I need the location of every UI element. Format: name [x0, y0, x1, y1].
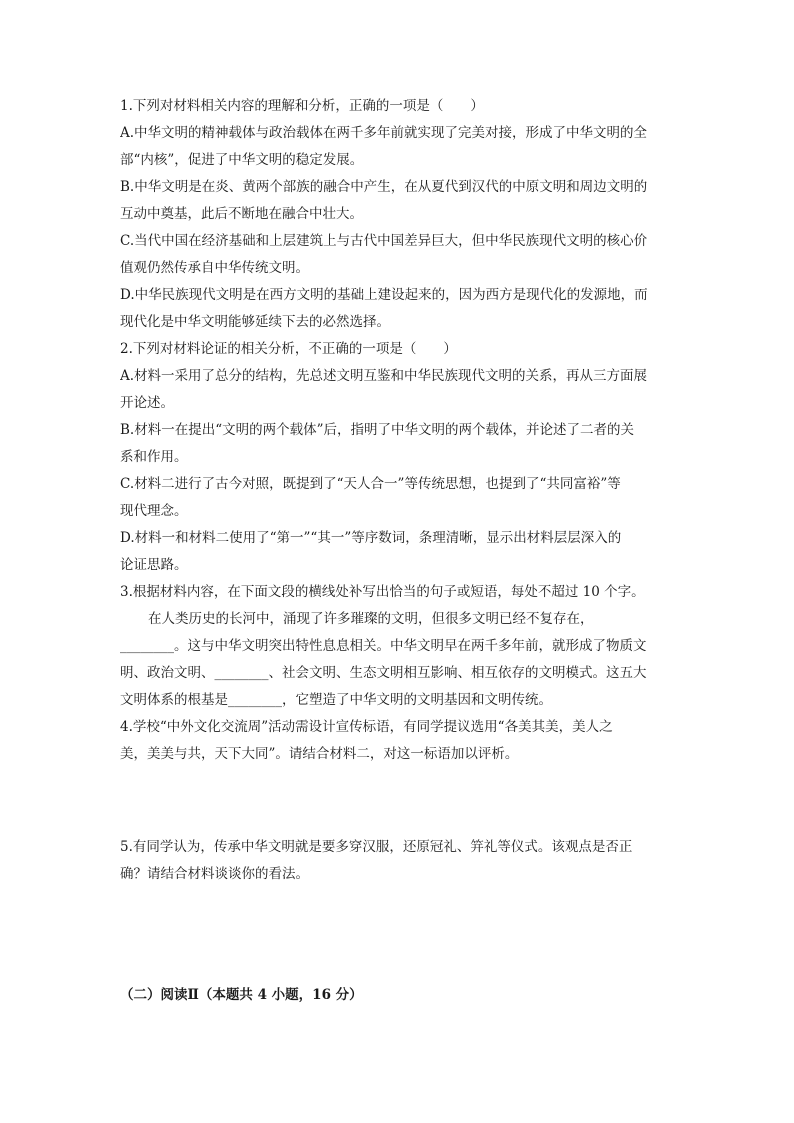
q2-option-a-line1: A.材料一采用了总分的结构，先总述文明互鉴和中华民族现代文明的关系，再从三方面展	[120, 368, 648, 384]
question-3	[120, 579, 674, 714]
question-1-stem: 1.下列对材料相关内容的理解和分析，正确的一项是（ ）	[120, 98, 484, 114]
q1-option-a-line1: A.中华文明的精神载体与政治载体在两千多年前就实现了完美对接，形成了中华文明的全	[120, 125, 648, 141]
question-3-stem: 3.根据材料内容，在下面文段的横线处补写出恰当的句子或短语，每处不超过 10 个字。	[120, 584, 645, 600]
q1-option-c-line2: 值观仍然传承自中华传统文明。	[120, 260, 309, 276]
q2-option-d-line1: D.材料一和材料二使用了“第一”“其一”等序数词，条理清晰，显示出材料层层深入的	[120, 530, 622, 546]
q2-option-b-line1: B.材料一在提出“文明的两个载体”后，指明了中华文明的两个载体，并论述了二者的关	[120, 422, 635, 438]
question-5	[120, 834, 674, 888]
q1-option-d-line1: D.中华民族现代文明是在西方文明的基础上建设起来的，因为西方是现代化的发源地，而	[120, 287, 648, 303]
q2-option-a-line2: 开论述。	[120, 395, 174, 411]
q1-option-a-line2: 部“内核”，促进了中华文明的稳定发展。	[120, 152, 364, 168]
q2-option-b-line2: 系和作用。	[120, 449, 188, 465]
q1-option-b-line1: B.中华文明是在炎、黄两个部族的融合中产生，在从夏代到汉代的中原文明和周边文明的	[120, 179, 648, 195]
question-2	[120, 336, 674, 579]
q3-passage-line2: ________。这与中华文明突出特性息息相关。中华文明早在两千多年前，就形成了物质文	[120, 638, 647, 654]
q2-option-c-line2: 现代理念。	[120, 503, 188, 519]
answer-space-5	[120, 888, 674, 982]
question-4	[120, 714, 674, 768]
q2-option-c-line1: C.材料二进行了古今对照，既提到了“天人合一”等传统思想，也提到了“共同富裕”等	[120, 476, 621, 492]
question-2-stem: 2.下列对材料论证的相关分析，不正确的一项是（ ）	[120, 341, 457, 357]
q3-passage-line3: 明、政治文明、________、社会文明、生态文明相互影响、相互依存的文明模式。这五大	[120, 665, 647, 681]
q3-passage-line4: 文明体系的根基是________，它塑造了中华文明的文明基因和文明传统。	[120, 692, 552, 708]
q1-option-b-line2: 互动中奠基，此后不断地在融合中壮大。	[120, 206, 363, 222]
q1-option-d-line2: 现代化是中华文明能够延续下去的必然选择。	[120, 314, 390, 330]
q4-line1: 4.学校“中外文化交流周”活动需设计宣传标语，有同学提议选用“各美其美，美人之	[120, 719, 613, 735]
q1-option-c-line1: C.当代中国在经济基础和上层建筑上与古代中国差异巨大，但中华民族现代文明的核心价	[120, 233, 648, 249]
question-1	[120, 93, 674, 336]
answer-space-4	[120, 768, 674, 834]
q2-option-d-line2: 论证思路。	[120, 557, 188, 573]
q5-line1: 5.有同学认为，传承中华文明就是要多穿汉服，还原冠礼、笄礼等仪式。该观点是否正	[120, 839, 633, 855]
q5-line2: 确？请结合材料谈谈你的看法。	[120, 866, 309, 882]
q4-line2: 美，美美与共，天下大同”。请结合材料二，对这一标语加以评析。	[120, 746, 519, 762]
q3-passage-line1: 在人类历史的长河中，涌现了许多璀璨的文明，但很多文明已经不复存在，	[148, 611, 594, 627]
section-heading: （二）阅读Ⅱ（本题共 4 小题，16 分）	[120, 987, 363, 1003]
